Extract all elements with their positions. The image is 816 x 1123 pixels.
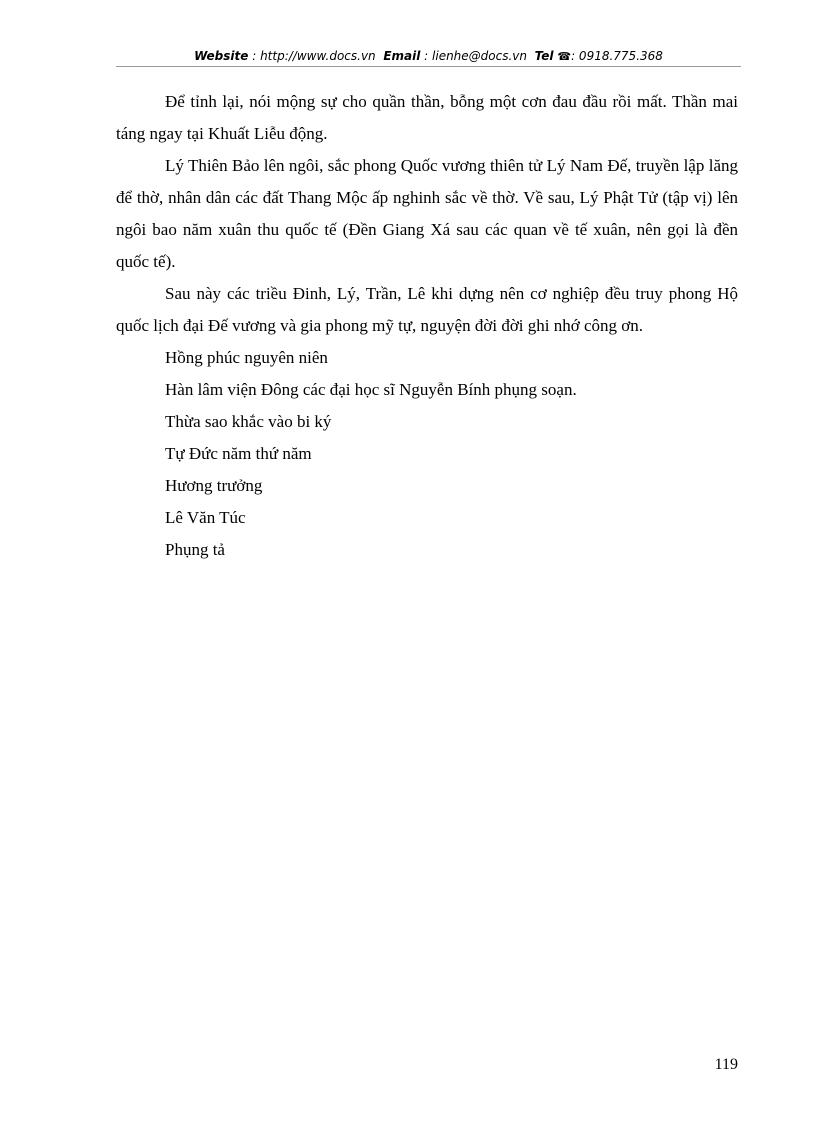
- text-line: Phụng tả: [165, 540, 225, 559]
- document-body: [116, 86, 738, 566]
- page-number: 119: [714, 1056, 738, 1073]
- page-header: [116, 46, 741, 67]
- text-line: Tự Đức năm thứ năm: [165, 444, 312, 463]
- paragraph: Để tỉnh lại, nói mộng sự cho quần thần, bỗng một cơn đau đầu rồi mất. Thần mai táng ngay tại Khuất Liễu động.: [116, 92, 738, 143]
- email-label: Email: [383, 49, 421, 63]
- text-line: Hồng phúc nguyên niên: [165, 348, 328, 367]
- paragraph: Sau này các triều Đinh, Lý, Trần, Lê khi dựng nên cơ nghiệp đều truy phong Hộ quốc lịch đại Đế vương và gia phong mỹ tự, nguyện đời đời ghi nhớ công ơn.: [116, 284, 738, 335]
- text-line: Hàn lâm viện Đông các đại học sĩ Nguyễn Bính phụng soạn.: [165, 380, 577, 399]
- email-value: : lienhe@docs.vn: [424, 49, 528, 63]
- tel-value: : 0918.775.368: [571, 49, 663, 63]
- paragraph: Lý Thiên Bảo lên ngôi, sắc phong Quốc vương thiên tử Lý Nam Đế, truyền lập lăng để thờ, nhân dân các đất Thang Mộc ấp nghinh sắc về thờ. Về sau, Lý Phật Tử (tập vị) lên ngôi bao năm xuân thu quốc tế (Đền Giang Xá sau các quan về tế xuân, nên gọi là đền quốc tế).: [116, 156, 738, 271]
- website-value: : http://www.docs.vn: [252, 49, 376, 63]
- text-line: Hương trưởng: [165, 476, 263, 495]
- tel-label: Tel: [534, 49, 554, 63]
- text-line: Lê Văn Túc: [165, 508, 246, 527]
- text-line: Thừa sao khắc vào bi ký: [165, 412, 332, 431]
- phone-icon: ☎: [557, 50, 572, 63]
- website-label: Website: [194, 49, 249, 63]
